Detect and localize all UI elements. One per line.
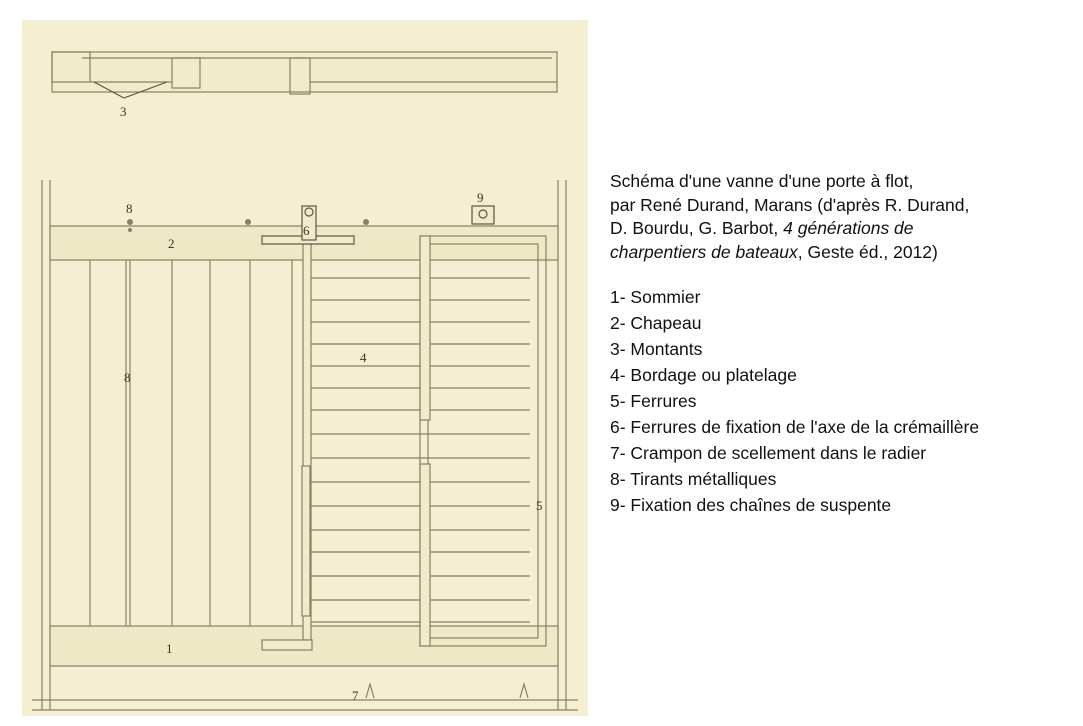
caption-text [610,170,1075,264]
label-sommier: 1 [166,641,173,656]
bottom-iron-plate [262,640,312,650]
legend-item: 6- Ferrures de fixation de l'axe de la crémaillère [610,417,980,437]
label-crampon: 7 [352,688,359,703]
legend-item: 1- Sommier [610,287,701,307]
caption-block [610,170,1075,518]
label-tirants-top: 8 [126,201,133,216]
plan-view [52,52,557,94]
label-tirants-side: 8 [124,370,131,385]
caption-book-title-part-2: charpentiers de bateaux [610,241,798,262]
legend-item: 9- Fixation des chaînes de suspente [610,495,892,515]
label-chapeau: 2 [168,236,175,251]
legend-item: 3- Montants [610,339,703,359]
label-bordage: 4 [360,350,367,365]
legend-item: 2- Chapeau [610,313,702,333]
caption-book-title-part-1: 4 générations de [783,218,914,238]
gate-schematic-drawing [22,20,588,716]
legend-item: 5- Ferrures [610,391,697,411]
label-ferrures-axe: 6 [303,223,310,238]
caption-line-1: Schéma d'une vanne d'une porte à flot, [610,171,914,191]
chain-fixation [472,206,494,224]
label-fixation-chaines: 9 [477,190,484,205]
caption-line-4-suffix: , Geste éd., 2012) [797,241,938,262]
legend-item: 7- Crampon de scellement dans le radier [610,443,927,463]
caption-line-2: par René Durand, Marans (d'après R. Durand, [610,194,970,215]
legend-item: 4- Bordage ou platelage [610,365,797,385]
caption-line-3-prefix: D. Bourdu, G. Barbot, [610,218,784,238]
legend-item: 8- Tirants métalliques [610,469,777,489]
legend-list [610,284,1075,518]
label-ferrures: 5 [536,498,543,513]
label-montants: 3 [120,104,127,119]
